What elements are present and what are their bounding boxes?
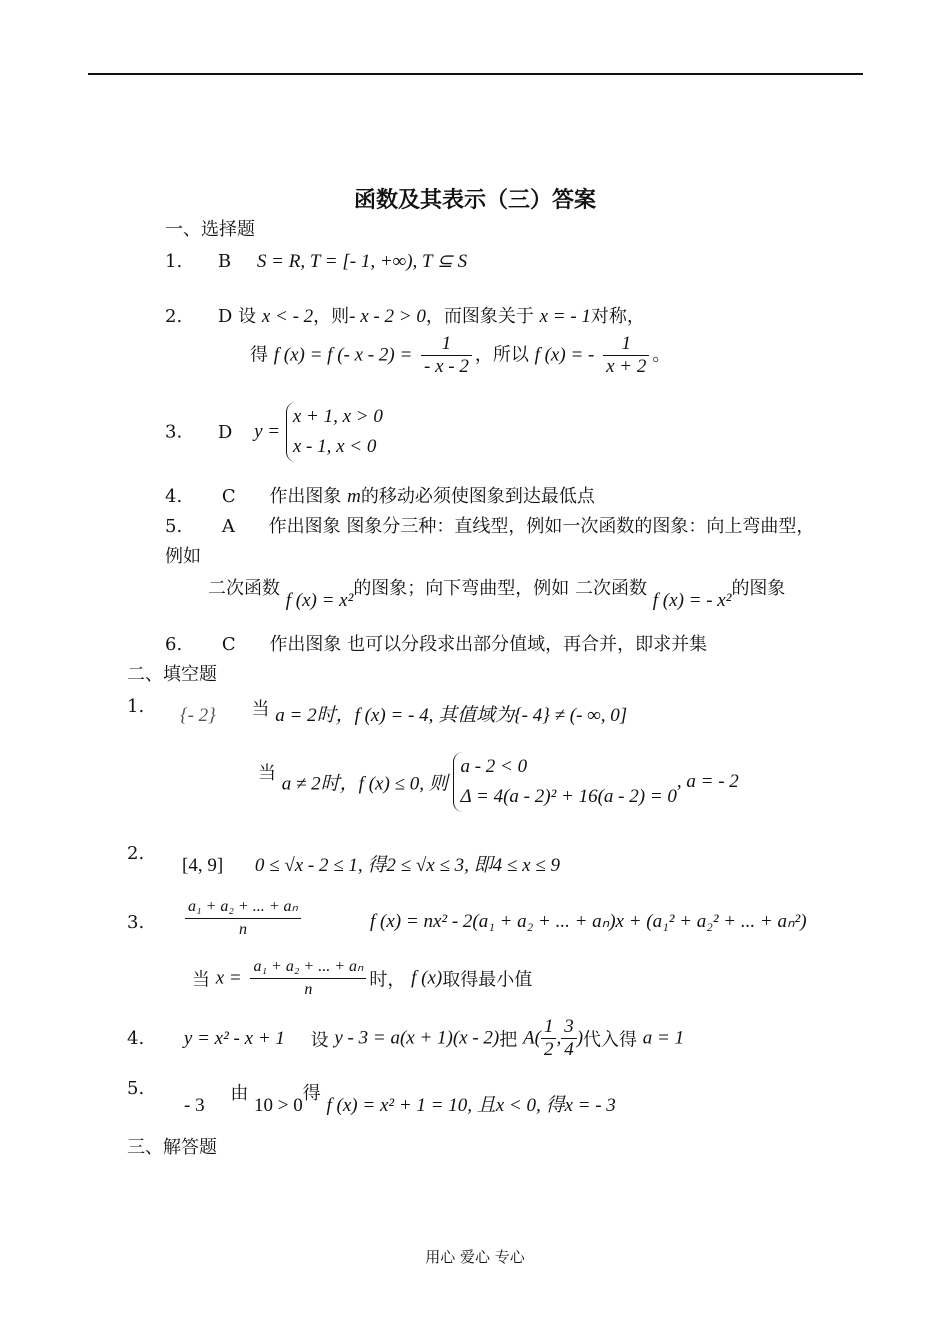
q-math: f (x) = -	[534, 344, 595, 366]
q-math: , a = - 2	[676, 771, 739, 792]
q-text: 把	[499, 1029, 518, 1051]
q-answer: [4, 9]	[182, 855, 224, 876]
fill-q3-answer	[182, 896, 304, 941]
choice-q5-line1	[165, 512, 814, 538]
fill-q4: 4. y = x² - x + 1 设 y - 3 = a(x + 1)(x - 2)把 A( $\frac{1}{2}$ , $\frac{3}{4}$ )代入得 a = 1	[127, 1016, 685, 1060]
q-text: 取得最小值	[442, 969, 533, 991]
q-text: 作出图象 图象分三种：直线型，例如一次函数的图象：向上弯曲型，	[268, 516, 815, 537]
q-math: x = - 1	[539, 306, 591, 327]
q-math: y - 3 = a(x + 1)(x - 2)	[334, 1027, 500, 1049]
fraction-denominator: n	[304, 981, 313, 998]
fraction-numerator: 3	[561, 1016, 577, 1039]
choice-q2-line1	[165, 302, 645, 328]
fraction-denominator: - x - 2	[424, 356, 469, 377]
fraction-denominator: n	[238, 921, 247, 938]
q-number: 6.	[165, 634, 183, 655]
choice-q2-line2	[250, 333, 670, 378]
q-math: a = 1	[642, 1027, 685, 1049]
q-number: 1.	[165, 251, 183, 272]
fill-q2	[182, 850, 560, 877]
q-text: 的移动必须使图象到达最低点	[360, 486, 595, 507]
piecewise-case: x + 1, x > 0	[292, 406, 383, 427]
system-line: a - 2 < 0	[460, 756, 528, 777]
fill-q1-number: 1.	[127, 696, 145, 717]
q-math: x =	[215, 967, 242, 989]
q-text: 当	[258, 763, 276, 784]
fraction-numerator: 1	[541, 1016, 557, 1039]
q-text: ，而图象关于	[425, 306, 534, 327]
choice-q4	[165, 482, 595, 508]
fraction-denominator: 2	[543, 1039, 554, 1060]
choice-q6	[165, 630, 707, 656]
q-math: A(	[523, 1027, 541, 1049]
page-footer: 用心 爱心 专心	[425, 1248, 525, 1266]
choice-q5-line3	[208, 574, 786, 611]
system-line: Δ = 4(a - 2)² + 16(a - 2) = 0	[460, 786, 677, 807]
q-math: f (x) = f (- x - 2) =	[273, 344, 413, 366]
q-text: 二次函数	[208, 578, 280, 599]
q-number: 4.	[127, 1028, 145, 1049]
q-math: y =	[254, 421, 281, 442]
q-text: 设	[310, 1029, 329, 1051]
q-text: ，则	[313, 306, 350, 327]
q-answer: A	[221, 516, 235, 537]
fraction	[250, 956, 366, 1001]
fraction-numerator: a₁ + a₂ + ... + aₙ	[250, 956, 366, 979]
q-math: f (x) = x² + 1 = 10, 且x < 0, 得x = - 3	[326, 1095, 616, 1116]
q-answer: {- 2}	[180, 705, 216, 726]
q-answer: C	[221, 486, 236, 507]
fill-q2-number: 2.	[127, 843, 145, 864]
q-text: 对称，	[590, 306, 645, 327]
section-choice-heading: 一、选择题	[165, 219, 255, 240]
q-math: - x - 2 > 0	[349, 306, 426, 327]
equation-system	[453, 752, 676, 812]
q-answer: C	[221, 634, 236, 655]
q-text: 当	[192, 969, 210, 991]
q-math: f (x) = x²	[285, 590, 354, 611]
q-math: f (x) = - x²	[652, 590, 732, 611]
q-math: S = R, T = [- 1, +∞), T ⊆ S	[256, 251, 468, 272]
fraction-numerator: a₁ + a₂ + ... + aₙ	[185, 896, 301, 919]
q-math: m	[347, 486, 361, 507]
header-rule	[88, 73, 863, 75]
section-solve-heading: 三、解答题	[127, 1137, 217, 1158]
q-text: 的图象	[731, 578, 786, 599]
fill-q1-line1	[180, 700, 627, 727]
q-math: a = 2时，f (x) = - 4, 其值域为{- 4} ≠ (- ∞, 0]	[275, 705, 628, 726]
q-text: 。	[652, 344, 671, 366]
q-number: 3.	[165, 421, 183, 443]
q-text: 得	[302, 1083, 321, 1104]
q-text: 代入得	[583, 1029, 638, 1051]
section-fill-heading: 二、填空题	[127, 664, 217, 685]
fill-q3-line2	[192, 956, 532, 1001]
fill-q3-math	[370, 910, 807, 933]
choice-q3	[165, 402, 383, 462]
fraction-denominator: x + 2	[606, 356, 647, 377]
q-number: 4.	[165, 486, 183, 507]
q-math: a ≠ 2时，f (x) ≤ 0, 则	[281, 773, 448, 795]
q-number: 5.	[165, 516, 183, 537]
q-text: 作出图象	[269, 486, 342, 507]
piecewise-case: x - 1, x < 0	[292, 436, 377, 457]
fraction	[541, 1016, 557, 1061]
q-text: ，所以	[474, 344, 529, 366]
page-title: 函数及其表示（三）答案	[353, 187, 596, 213]
q-answer: D	[217, 421, 233, 443]
fraction	[561, 1016, 577, 1061]
q-math: 0 ≤ √x - 2 ≤ 1, 得2 ≤ √x ≤ 3, 即4 ≤ x ≤ 9	[254, 855, 560, 876]
q-text: 设	[238, 306, 257, 327]
q-math: x < - 2	[261, 306, 314, 327]
q-text: 当	[251, 699, 270, 720]
q-text: 由	[230, 1083, 249, 1104]
fraction	[421, 333, 472, 378]
q-math: f (x) = nx² - 2(a₁ + a₂ + ... + aₙ)x + (a₁² + a₂² + ... + aₙ²)	[370, 911, 807, 932]
choice-q1	[165, 250, 467, 273]
q-number: 2.	[165, 306, 183, 327]
choice-q5-line2: 例如	[165, 546, 201, 567]
fraction	[603, 333, 649, 378]
fraction-denominator: 4	[564, 1039, 574, 1060]
fraction-numerator: 1	[421, 333, 472, 356]
fraction-numerator: 1	[603, 333, 649, 356]
q-text: 作出图象 也可以分段求出部分值域，再合并，即求并集	[269, 634, 708, 655]
q-text: 时，	[369, 969, 406, 991]
q-math: 10 > 0	[254, 1095, 303, 1116]
fill-q1-line2	[258, 752, 739, 812]
fill-q3-number: 3.	[127, 912, 145, 933]
q-answer: - 3	[184, 1095, 205, 1116]
q-answer: y = x² - x + 1	[183, 1027, 285, 1049]
q-text: 得	[250, 344, 268, 366]
q-answer: D	[217, 306, 233, 327]
q-answer: B	[217, 251, 232, 272]
fraction	[185, 896, 301, 941]
q-math: f (x)	[411, 967, 443, 989]
fill-q5	[184, 1083, 616, 1117]
q-math: )	[576, 1027, 584, 1049]
q-text: 的图象；向下弯曲型，例如 二次函数	[353, 578, 648, 599]
fill-q5-number: 5.	[127, 1078, 145, 1099]
piecewise-system	[286, 402, 383, 462]
